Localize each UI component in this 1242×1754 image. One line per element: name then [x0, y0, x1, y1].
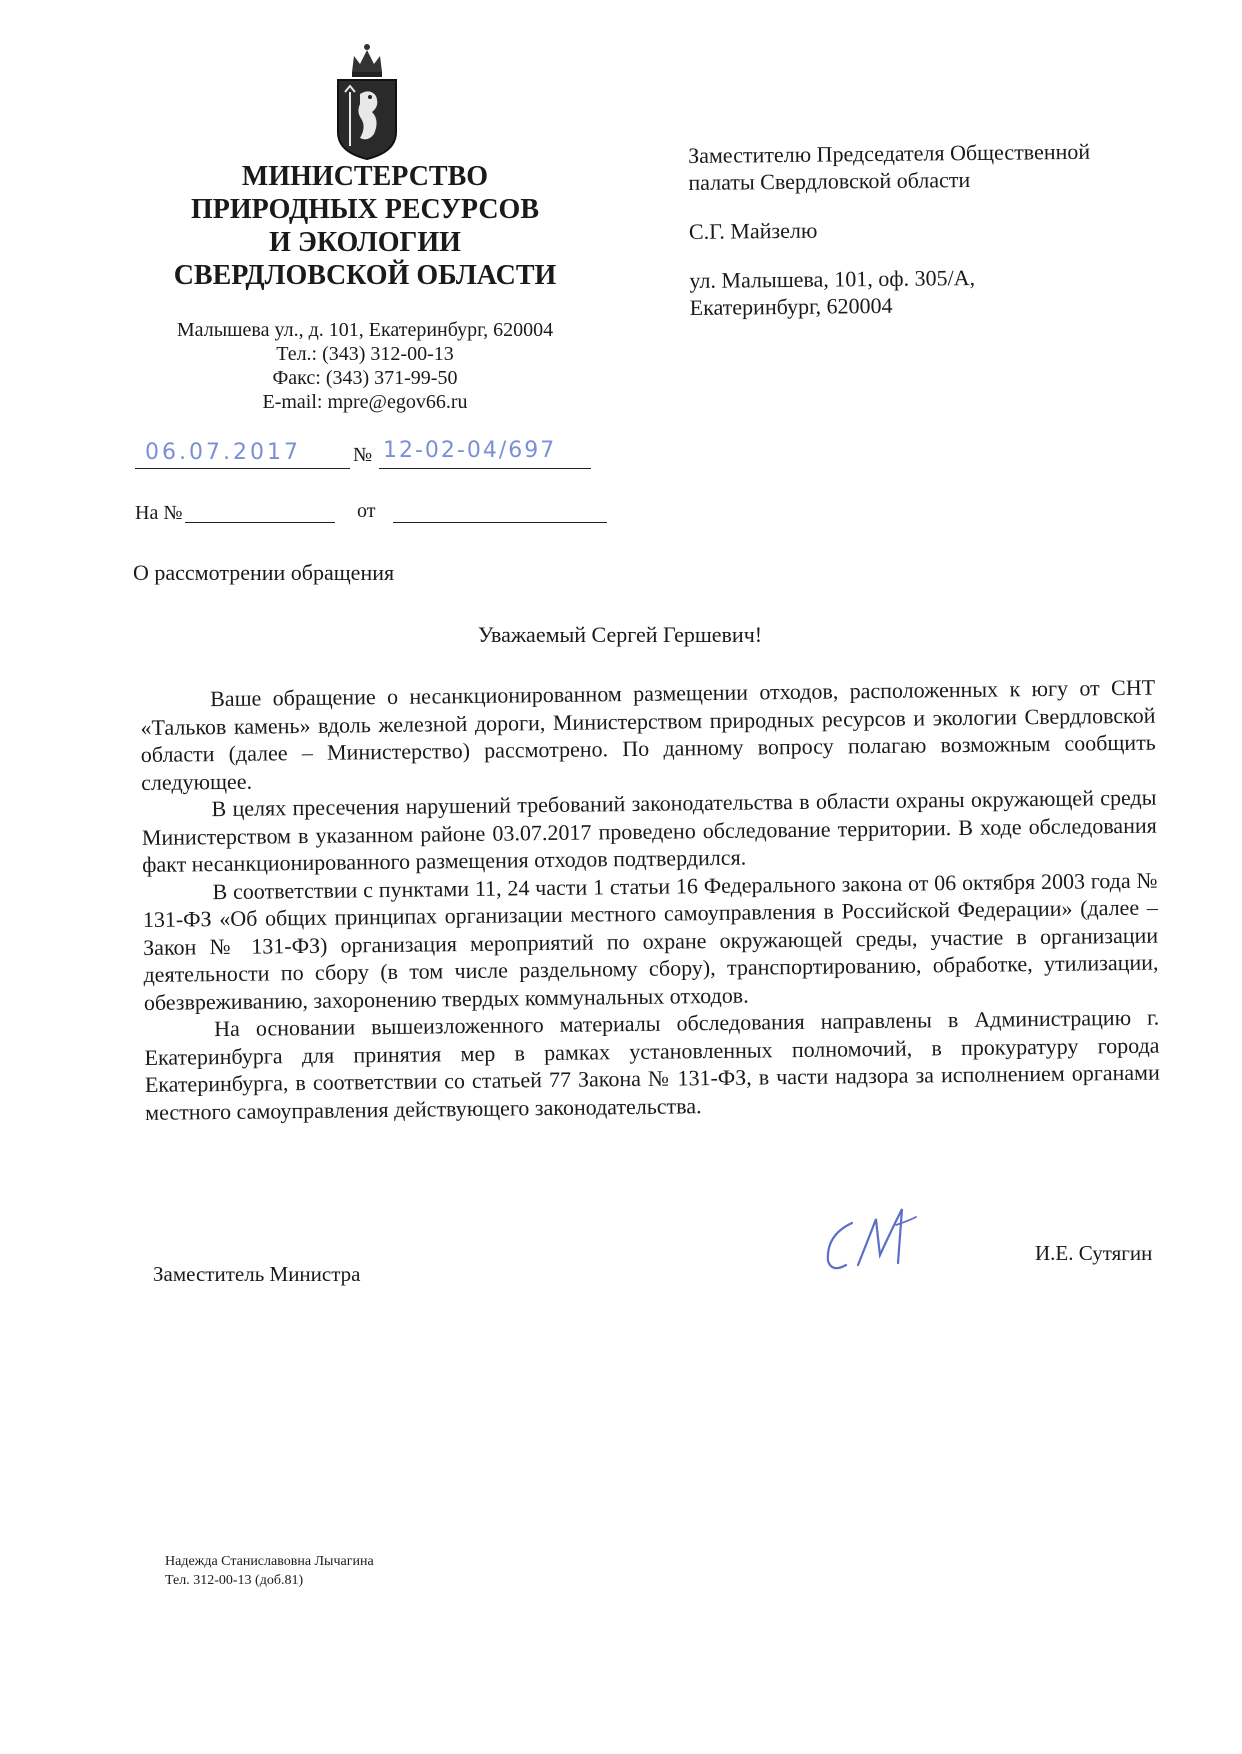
body-paragraph: В соответствии с пунктами 11, 24 части 1 статьи 16 Федерального закона от 06 октября 2003 года № 131-ФЗ «Об общих принципах организации местного самоуправления в Российской Федерации» (далее – Закон № 131-ФЗ) организация мероприятий по охране окружающей среды, участие в организации деятельности по сбору (в том числе раздельному сбору), транспортированию, обработке, утилизации, обезвреживанию, захоронению твердых коммунальных отходов. [142, 867, 1159, 1015]
reference-line [135, 502, 615, 532]
letter-subject: О рассмотрении обращения [133, 560, 395, 585]
signer-name: И.Е. Сутягин [1035, 1241, 1153, 1265]
addressee-name: С.Г. Майзелю [688, 217, 818, 244]
ministry-address: Малышева ул., д. 101, Екатеринбург, 620004 [176, 319, 554, 341]
addressee-position: палаты Свердловской области [688, 167, 971, 195]
ministry-phone: Тел.: (343) 312-00-13 [276, 343, 454, 365]
ministry-title-line: ПРИРОДНЫХ РЕСУРСОВ [190, 194, 540, 225]
letter-body [140, 674, 1160, 1126]
ministry-fax: Факс: (343) 371-99-50 [272, 367, 458, 389]
sverdlovsk-coat-of-arms-icon [330, 42, 404, 162]
reference-number-blank [185, 522, 335, 523]
registration-number-underline [379, 468, 591, 469]
reference-number-label: На № [135, 502, 183, 524]
registration-number-sign: № [353, 444, 373, 466]
reference-from-label: от [357, 500, 376, 522]
ministry-title-line: СВЕРДЛОВСКОЙ ОБЛАСТИ [173, 260, 557, 291]
registration-number: 12-02-04/697 [383, 438, 557, 463]
addressee-position: Заместителю Председателя Общественной [688, 138, 1091, 168]
executor-name: Надежда Станиславовна Лычагина [165, 1554, 374, 1569]
registration-date: 06.07.2017 [145, 440, 301, 465]
letter-greeting: Уважаемый Сергей Гершевич! [477, 622, 763, 647]
executor-info [165, 1552, 374, 1590]
addressee-address: Екатеринбург, 620004 [689, 292, 893, 320]
addressee-address: ул. Малышева, 101, оф. 305/А, [689, 265, 976, 293]
ministry-title-line: И ЭКОЛОГИИ [269, 227, 461, 258]
registration-line [135, 438, 605, 476]
registration-date-underline [135, 468, 350, 469]
body-paragraph: Ваше обращение о несанкционированном размещении отходов, расположенных к югу от СНТ «Тальков камень» вдоль железной дороги, Министерством природных ресурсов и экологии Свердловской области (далее – Министерство) рассмотрено. По данному вопросу полагаю возможным сообщить следующее. [140, 674, 1156, 795]
handwritten-signature [818, 1195, 928, 1285]
addressee-block [688, 137, 1190, 343]
executor-phone: Тел. 312-00-13 (доб.81) [165, 1573, 304, 1588]
signer-position: Заместитель Министра [153, 1262, 361, 1286]
ministry-title [150, 160, 580, 292]
body-paragraph: В целях пресечения нарушений требований законодательства в области охраны окружающей среды Министерством в указанном районе 03.07.2017 проведено обследование территории. В ходе обследования факт несанкционированного размещения отходов подтвердился. [141, 784, 1157, 877]
ministry-title-line: МИНИСТЕРСТВО [241, 161, 489, 192]
ministry-email: E-mail: mpre@egov66.ru [262, 391, 468, 413]
ministry-contacts [140, 318, 590, 414]
reference-date-blank [393, 522, 607, 523]
body-paragraph: На основании вышеизложенного материалы обследования направлены в Администрацию г. Екатеринбурга для принятия мер в рамках установленных полномочий, в прокуратуру города Екатеринбурга, в соответствии со статьей 77 Закона № 131-ФЗ, в части надзора за исполнением органами местного самоуправления действующего законодательства. [144, 1004, 1160, 1125]
